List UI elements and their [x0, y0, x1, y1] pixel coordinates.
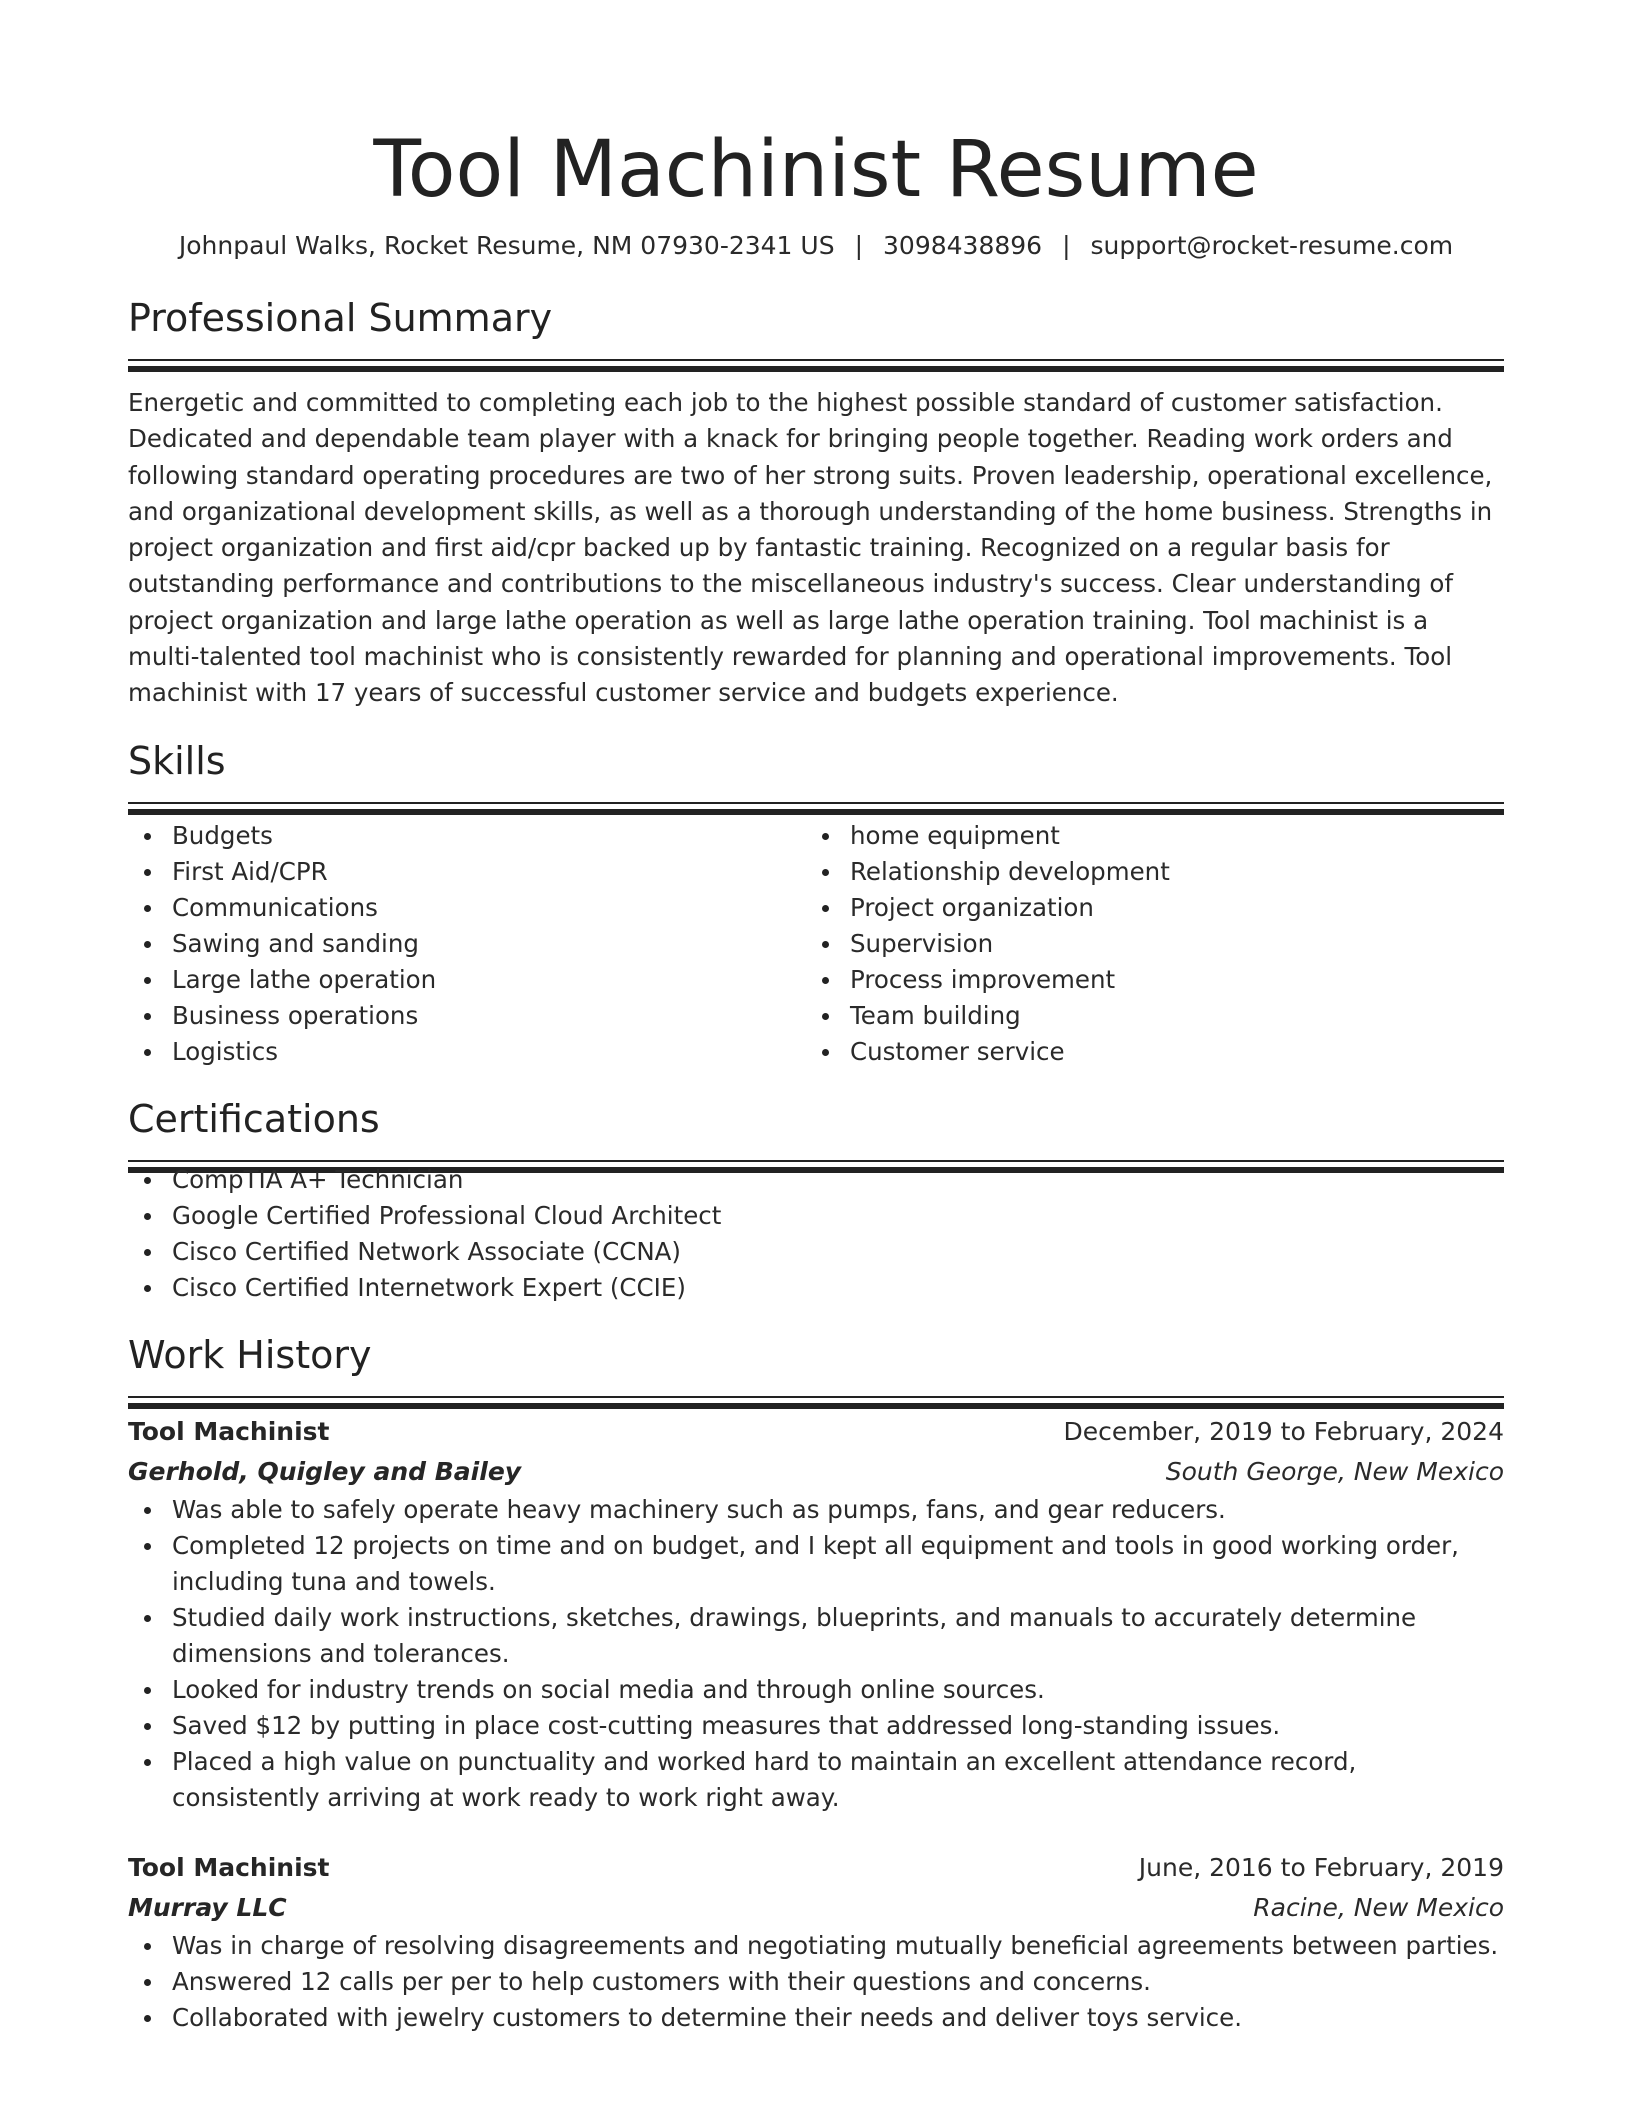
job-bullet: Studied daily work instructions, sketches, drawings, blueprints, and manuals to accurately determine dimensions and tolerances. [128, 1600, 1504, 1672]
job-entry [128, 1412, 1504, 1816]
section-divider [128, 1396, 1504, 1398]
job-dates: June, 2016 to February, 2019 [1138, 1852, 1504, 1882]
contact-phone: 3098438896 [883, 231, 1043, 260]
certification-item: Google Certified Professional Cloud Architect [128, 1198, 1504, 1234]
job-location: Racine, New Mexico [1253, 1892, 1504, 1922]
contact-line [128, 230, 1504, 262]
job-header-row [128, 1412, 1504, 1452]
job-bullet: Completed 12 projects on time and on budget, and I kept all equipment and tools in good working order, including tuna and towels. [128, 1528, 1504, 1600]
job-bullet-list [128, 1492, 1504, 1816]
skill-item: Relationship development [806, 854, 1484, 890]
resume-title: Tool Machinist Resume [373, 125, 1259, 215]
job-bullet: Placed a high value on punctuality and worked hard to maintain an excellent attendance record, consistently arriving at work ready to work right away. [128, 1744, 1504, 1816]
skills-heading: Skills [128, 738, 226, 783]
job-header-row [128, 1848, 1504, 1888]
job-company: Gerhold, Quigley and Bailey [128, 1456, 522, 1486]
work-history-heading: Work History [128, 1332, 372, 1377]
skill-item: First Aid/CPR [128, 854, 806, 890]
job-company-row [128, 1452, 1504, 1492]
job-entry [128, 1848, 1504, 2036]
job-title: Tool Machinist [128, 1852, 330, 1882]
resume-page [128, 0, 1504, 2036]
job-title: Tool Machinist [128, 1416, 330, 1446]
certifications-heading: Certifications [128, 1096, 380, 1141]
job-dates: December, 2019 to February, 2024 [1063, 1416, 1504, 1446]
contact-address: Johnpaul Walks, Rocket Resume, NM 07930-2341 US [178, 231, 835, 260]
skill-item: Large lathe operation [128, 962, 806, 998]
skill-item: Process improvement [806, 962, 1484, 998]
skill-item: Business operations [128, 998, 806, 1034]
skill-item: Logistics [128, 1034, 806, 1070]
skill-item: Communications [128, 890, 806, 926]
job-bullet: Saved $12 by putting in place cost-cutting measures that addressed long-standing issues. [128, 1708, 1504, 1744]
summary-section [128, 295, 1504, 712]
skill-item: Sawing and sanding [128, 926, 806, 962]
skills-right-list [806, 818, 1484, 1070]
section-divider [128, 359, 1504, 361]
skill-item: Team building [806, 998, 1484, 1034]
certifications-section [128, 1096, 1504, 1306]
skill-item: Budgets [128, 818, 806, 854]
summary-text: Energetic and committed to completing each job to the highest possible standard of customer satisfaction. Dedicated and dependable team player with a knack for bringing people together. Reading work orders and following standard operating procedures are two of her strong suits. Proven leadership, operational excellence, and organizational development skills, as well as a thorough understanding of the home business. Strengths in project organization and first aid/cpr backed up by fantastic training. Recognized on a regular basis for outstanding performance and contributions to the miscellaneous industry's success. Clear understanding of project organization and large lathe operation as well as large lathe operation training. Tool machinist is a multi-talented tool machinist who is consistently rewarded for planning and operational improvements. Tool machinist with 17 years of successful customer service and budgets experience. [128, 388, 1493, 708]
job-bullet: Collaborated with jewelry customers to determine their needs and deliver toys service. [128, 2000, 1504, 2036]
contact-separator: | [1062, 231, 1071, 260]
job-bullet: Looked for industry trends on social media and through online sources. [128, 1672, 1504, 1708]
job-bullet-list [128, 1928, 1504, 2036]
job-bullet: Was able to safely operate heavy machinery such as pumps, fans, and gear reducers. [128, 1492, 1504, 1528]
summary-heading: Professional Summary [128, 296, 553, 340]
skills-left-list [128, 818, 806, 1070]
job-location: South George, New Mexico [1165, 1456, 1504, 1486]
skill-item: Project organization [806, 890, 1484, 926]
job-bullet: Was in charge of resolving disagreements and negotiating mutually beneficial agreements between parties. [128, 1928, 1504, 1964]
certification-item: CompTIA A+ Technician [128, 1162, 1504, 1198]
contact-email[interactable]: support@rocket-resume.com [1090, 231, 1454, 260]
work-history-section [128, 1332, 1504, 2036]
skill-item: home equipment [806, 818, 1484, 854]
certifications-list [128, 1162, 1504, 1306]
certification-item: Cisco Certified Network Associate (CCNA) [128, 1234, 1504, 1270]
certification-item: Cisco Certified Internetwork Expert (CCIE) [128, 1270, 1504, 1306]
skill-item: Supervision [806, 926, 1484, 962]
job-bullet: Answered 12 calls per per to help customers with their questions and concerns. [128, 1964, 1504, 2000]
skills-section [128, 738, 1504, 1070]
skill-item: Customer service [806, 1034, 1484, 1070]
contact-separator: | [854, 231, 864, 260]
job-company-row [128, 1888, 1504, 1928]
section-divider [128, 802, 1504, 804]
job-company: Murray LLC [128, 1892, 287, 1922]
skills-grid [128, 818, 1504, 1070]
